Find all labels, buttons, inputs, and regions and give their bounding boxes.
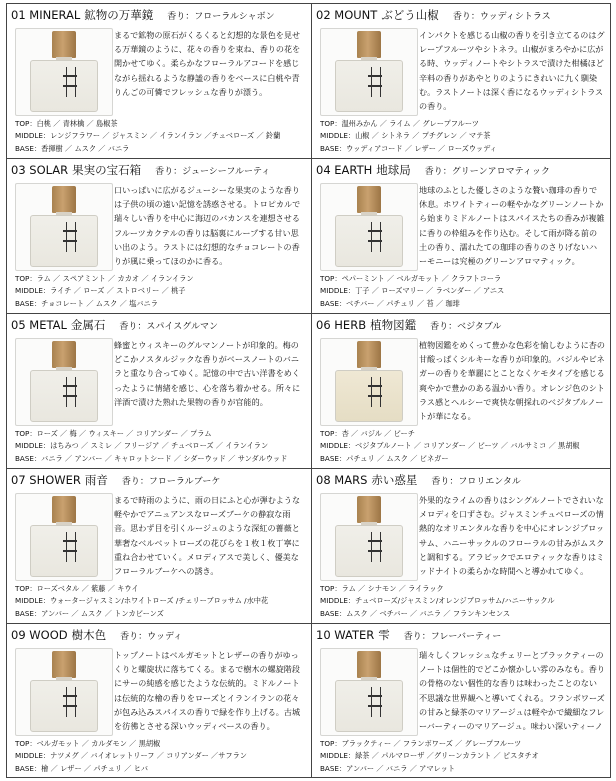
wood-cap (357, 31, 381, 58)
notes-list (320, 428, 606, 465)
card-title (316, 162, 606, 180)
card-title (11, 162, 307, 180)
wood-cap (357, 651, 381, 678)
card-number: 03 SOLAR (11, 163, 69, 177)
logo-mark (371, 67, 381, 97)
middle-notes: MIDDLE：緑茶 ／ パルマローザ ／グリーンカラント ／ ピスタチオ (320, 751, 539, 761)
card-number: 08 MARS (316, 473, 368, 487)
wood-cap (357, 341, 381, 368)
card-number: 09 WOOD (11, 628, 68, 642)
notes-list (15, 428, 307, 465)
top-notes: TOP：ラム ／ シナモン ／ ライラック (320, 584, 444, 593)
logo-mark (371, 687, 381, 717)
base-notes: BASE：香揮樹 ／ ムスク ／ バニラ (15, 143, 130, 153)
card-name: 雨音 (84, 473, 108, 487)
card-description: まるで鉱物の原石がくるくると幻想的な景色を見せる万華鏡のように、花々の香りを束ね、香りの花を開かせてゆく。柔らかなフローラルアコードを感じながら揺れるような静謐の香りをベースに白桃や青りんごの可憐でフレッシュな香りが漂う。 (114, 30, 301, 97)
top-notes: TOP：ペパーミント ／ ベルガモット ／ クラフトコーラ (320, 274, 502, 283)
logo-mark (371, 222, 381, 252)
card-number: 02 MOUNT (316, 8, 378, 22)
base-notes: BASE：アンバー ／ ムスク ／ トンカビーンズ (15, 608, 164, 618)
card-description: 蜂蜜とウィスキーのグルマンノートが印象的。梅のどこかノスタルジックな香りがベースノートのバニラと重なり合ってゆく。記憶の中で古い洋書をめくったように情緒を感じ、心を落ち着かせる。所々に洋酒で漬けた熟れた果物の香りが官能的。 (114, 340, 301, 407)
bottle-image (15, 493, 113, 581)
base-notes: BASE：ベチバー ／ パチュリ ／ 苔 ／ 珈琲 (320, 298, 460, 308)
perfume-card-06-herb (312, 314, 611, 469)
card-name: 鉱物の万華鏡 (84, 8, 154, 22)
card-description: インパクトを感じる山椒の香りを引き立てるのはグレープフルーツやシトネラ。山椒がまろやかに広がる時、ウッディノートやシトラスで漬けた柑橘ほど辛料の香りがあやとりのようにきれいに九く馴染む。ラストノートは深く香になるウッディシトラスの香り。 (419, 30, 605, 112)
middle-notes: MIDDLE：ベジタブルノート ／ コリアンダー ／ ビーツ ／ バルサミコ ／ 黒胡椒 (320, 441, 580, 451)
card-title (316, 317, 606, 335)
bottle-image (320, 648, 418, 736)
card-name: 金属石 (70, 318, 106, 332)
card-title (11, 627, 307, 645)
middle-notes: MIDDLE：ナツメグ ／ バイオレットリーフ ／ コリアンダー ／サフラン (15, 751, 247, 761)
notes-list (15, 118, 307, 155)
card-number: 04 EARTH (316, 163, 373, 177)
base-notes: BASE：バニラ ／ アンバー ／ キャロットシード ／ シダーウッド ／ サンダルウッド (15, 453, 288, 463)
scent-type: 香り：ベジタブル (430, 322, 502, 332)
middle-notes: MIDDLE：レンジフラワー ／ ジャスミン ／ イランイラン ／チュベローズ ／ 鈴蘭 (15, 131, 281, 141)
card-title (11, 472, 307, 490)
perfume-card-01-mineral (7, 4, 312, 159)
top-notes: TOP：杏 ／ バジル ／ ビーチ (320, 429, 415, 438)
base-notes: BASE：ウッディアコード ／ レザー ／ ローズウッディ (320, 143, 497, 153)
bottle-image (15, 28, 113, 116)
scent-type: 香り：スパイスグルマン (119, 322, 219, 332)
scent-type: 香り：グリーンアロマティック (424, 167, 550, 177)
card-name: 果実の宝石箱 (72, 163, 142, 177)
middle-notes: MIDDLE：はちみつ ／ スミレ ／ フリージア ／ チュベローズ ／ イランイラン (15, 441, 269, 451)
bottle-image (15, 648, 113, 736)
notes-list (15, 583, 307, 620)
card-name: 植物図鑑 (370, 318, 417, 332)
bottle-image (15, 338, 113, 426)
notes-list (320, 273, 606, 310)
logo-mark (66, 67, 76, 97)
notes-list (320, 583, 606, 620)
wood-cap (357, 186, 381, 213)
top-notes: TOP：温州みかん ／ ライム ／ グレープフルーツ (320, 119, 479, 128)
wood-cap (52, 31, 76, 58)
perfume-card-07-shower (7, 469, 312, 624)
perfume-card-09-wood (7, 624, 312, 778)
scent-type: 香り：フローラルブーケ (121, 477, 221, 487)
perfume-card-03-solar (7, 159, 312, 314)
card-title (316, 627, 606, 645)
top-notes: TOP：ブラックティー ／ フランボワーズ ／ グレープフルーツ (320, 739, 522, 748)
top-notes: TOP：白桃 ／ 青林檎 ／ 島椒茶 (15, 119, 118, 128)
logo-mark (66, 377, 76, 407)
top-notes: TOP：ローズ ／ 梅 ／ ウィスキー ／ コリアンダー ／ プラム (15, 429, 212, 438)
scent-type: 香り：ジューシーフルーティ (155, 167, 271, 177)
card-title (11, 317, 307, 335)
top-notes: TOP：ベルガモット ／ カルダモン ／ 黒胡椒 (15, 739, 161, 748)
perfume-card-08-mars (312, 469, 611, 624)
notes-list (320, 738, 606, 775)
bottle-image (320, 183, 418, 271)
card-description: 瑞々しくフレッシュなチェリーとブラックティーのノートは個性的でどこか懐かしい雰のみなも。香りの骨格のない個性的な香りは味わったことのない不思議な世界観へと導いてくれる。フランボワーズの甘みと緑茶のマリアージュは軽やかで繊細なフレーバーティーのマリアージュ。味わい深いティーノ (419, 650, 605, 732)
card-title (316, 472, 606, 490)
base-notes: BASE：ムスク ／ ベチバー ／ バニラ ／ フランキンセンス (320, 608, 511, 618)
card-number: 07 SHOWER (11, 473, 81, 487)
middle-notes: MIDDLE：山椒 ／ シトネラ ／ プチグレン ／ マテ茶 (320, 131, 491, 141)
card-number: 01 MINERAL (11, 8, 81, 22)
middle-notes: MIDDLE：ライチ ／ ローズ ／ ストロベリー ／ 桃子 (15, 286, 186, 296)
card-description: 外果的なライムの香りはシングルノートでされいなメロディを口ずさむ。ジャスミンチュベローズの情熱的なオリエンタルな香りを中心にオレンジブロッサム、ハニーサックルのフローラルの甘みがムスクと調和する。アラビックでエロティックな香りはミッドナイトの柔らかな時間へと導かれてゆく。 (419, 495, 605, 577)
card-name: 樹木色 (71, 628, 107, 642)
perfume-grid (6, 3, 611, 778)
card-name: 雫 (378, 628, 390, 642)
logo-mark (371, 532, 381, 562)
card-number: 05 METAL (11, 318, 67, 332)
card-number: 10 WATER (316, 628, 375, 642)
card-description: 口いっぱいに広がるジューシーな果実のような香りは子供の頃の遠い記憶を誘惑させる。トロピカルで瑞々しい香りを中心に海辺のバカンスを連想させるフルーツカクテルの香りは脳裏にループする甘い思い出のよう。ラストには幻想的なチョコレートの香りが風に乗ってほのかに香る。 (114, 185, 301, 267)
logo-mark (371, 377, 381, 407)
card-title (316, 7, 606, 25)
notes-list (15, 273, 307, 310)
wood-cap (357, 496, 381, 523)
middle-notes: MIDDLE：チュベローズ/ジャスミン/オレンジブロッサム/ハニーサックル (320, 596, 555, 606)
logo-mark (66, 222, 76, 252)
wood-cap (52, 651, 76, 678)
notes-list (320, 118, 606, 155)
wood-cap (52, 341, 76, 368)
scent-type: 香り：フレーバーティー (403, 632, 502, 642)
scent-type: 香り：ウッディ (120, 632, 183, 642)
top-notes: TOP：ローズベタル ／ 紫藤 ／ キウイ (15, 584, 139, 593)
scent-type: 香り：フローラルシャボン (167, 12, 275, 22)
middle-notes: MIDDLE：丁子 ／ ローズマリー ／ ラベンダー ／ アニス (320, 286, 505, 296)
base-notes: BASE：アンバー ／ バニラ ／ アマレット (320, 763, 456, 773)
bottle-image (320, 28, 418, 116)
scent-type: 香り：フロリエンタル (431, 477, 521, 487)
card-name: 赤い惑星 (371, 473, 418, 487)
scent-type: 香り：ウッディシトラス (452, 12, 551, 22)
wood-cap (52, 496, 76, 523)
card-title (11, 7, 307, 25)
perfume-card-04-earth (312, 159, 611, 314)
card-description: 地球のふとした優しさのような贅い珈琲の香りで休息。ホワイトティーの軽やかなグリーンノートから始まりミドルノートはスパイスたちの香みが複雑に香りの枠組みを作り込む。そして雨が降る前の土の香り、濡れたての珈琲の香りのさりげないハーモニーは究極のグリーンアロマティック。 (419, 185, 605, 267)
logo-mark (66, 532, 76, 562)
perfume-card-02-mount (312, 4, 611, 159)
bottle-image (320, 338, 418, 426)
middle-notes: MIDDLE：ウォータージャスミン/ホワイトローズ /チェリーブロッサム /水中花 (15, 596, 269, 606)
base-notes: BASE：パチュリ ／ ムスク ／ ビネガー (320, 453, 449, 463)
card-description: 植物図鑑をめくって豊かな色彩を愉しむように杏の甘酸っぱくシルキーな香りが印象的。バジルやビネガーの香りを華麗にとことなくケモタイプを感じる爽やかで豊かのある温かい香り。オレンジ色のシトラス感とヘルシーで爽快な朝採れのベジタブルノートが華になる。 (419, 340, 605, 422)
bottle-image (320, 493, 418, 581)
card-description: まるで時雨のように、雨の日にふと心が弾むような軽やかでアニュアンスなローズブーケの静寂な雨音。思わず目を引くルージュのような深紅の薔薇と華奢なベルベットローズの花びらを１枚１枚丁寧に重ね合わせていく。メロディアスで美しく、優美なフローラルブーケへの誘き。 (114, 495, 301, 577)
card-name: ぶどう山椒 (381, 8, 439, 22)
card-name: 地球局 (376, 163, 411, 177)
perfume-card-05-metal (7, 314, 312, 469)
perfume-card-10-water (312, 624, 611, 778)
notes-list (15, 738, 307, 775)
base-notes: BASE：チョコレート ／ ムスク ／ 塩バニラ (15, 298, 158, 308)
wood-cap (52, 186, 76, 213)
base-notes: BASE：檜 ／ レザー ／ パチュリ ／ ヒバ (15, 763, 149, 773)
top-notes: TOP：ラム ／ スペアミント ／ カカオ ／ イランイラン (15, 274, 194, 283)
logo-mark (66, 687, 76, 717)
card-number: 06 HERB (316, 318, 367, 332)
card-description: トップノートはベルガモットとレザーの香りがゆっくりと螺旋状に落ちてくる。まるで樹木の螺旋階段にサーの純感を感じたような伝統的。ミドルノートは伝統的な檜の香りをローズとイランイランの花々が包み込みスパイスの香りで緑を作り上げる。古城を彷彿とさせる深いウッディベースの香り。 (114, 650, 301, 732)
bottle-image (15, 183, 113, 271)
